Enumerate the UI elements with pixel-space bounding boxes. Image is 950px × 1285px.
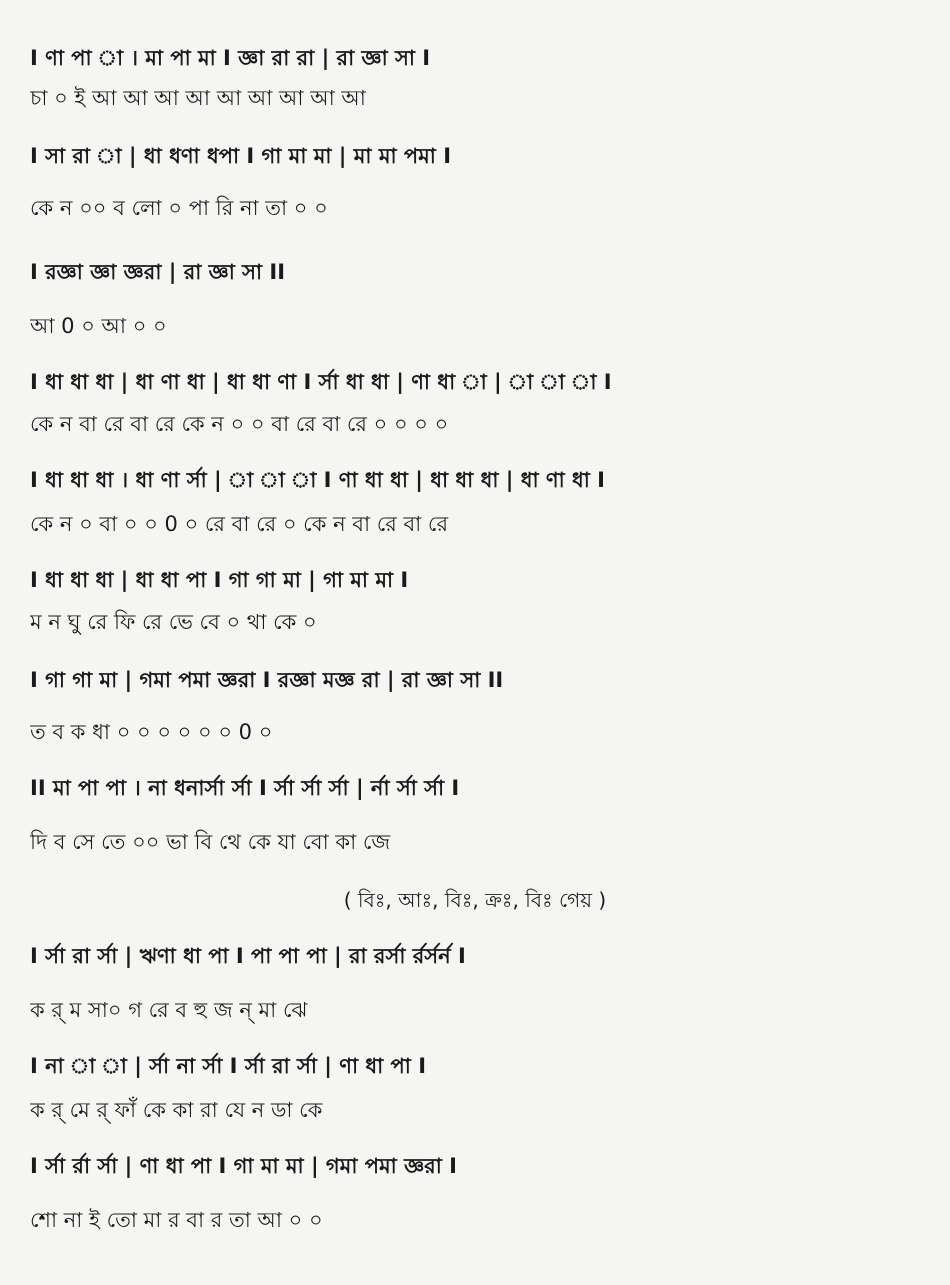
lyric-line-10: ক র্ মে র্ ফাঁ কে কা রা যে ন ডা কে [30,1098,323,1122]
lyric-line-9: ক র্ ম সা০ গ রে ব হু জ ন্ মা ঝে [30,998,308,1022]
notation-line-6: I ধা ধা ধা | ধা ধা পা I গা গা মা | গা মা মা I [30,568,409,592]
notation-line-9: I র্সা রা র্সা | ঋণা ধা পা I পা পা পা | রা রর্সা র্রর্সর্ন I [30,944,466,968]
notation-line-5: I ধা ধা ধা । ধা ণা র্সা | া া া I ণা ধা ধা | ধা ধা ধা | ধা ণা ধা I [30,468,605,492]
notation-line-11: I র্সা র্রা র্সা | ণা ধা পা I গা মা মা | গমা পমা জ্ঞরা I [30,1154,457,1178]
lyric-line-6: ম ন ঘু রে ফি রে ভে বে ০ থা কে ০ [30,610,317,634]
notation-line-3: I রজ্ঞা জ্ঞা জ্ঞরা | রা জ্ঞা সা II [30,260,286,284]
notation-line-7: I গা গা মা | গমা পমা জ্ঞরা I রজ্ঞা মজ্ঞ রা | রা জ্ঞা সা II [30,668,504,692]
lyric-line-3: আ 0 ০ আ ০ ০ [30,314,167,338]
notation-line-4: I ধা ধা ধা | ধা ণা ধা | ধা ধা ণা I র্সা ধা ধা | ণা ধা া | া া া I [30,370,612,394]
lyric-line-2: কে ন ০০ ব লো ০ পা রি না তা ০ ০ [30,196,328,220]
lyric-line-8: দি ব সে তে ০০ ভা বি থে কে যা বো কা জে [30,830,391,854]
lyric-line-11: শো না ই তো মা র বা র তা আ ০ ০ [30,1208,323,1232]
notation-line-8: II মা পা পা । না ধনার্সা র্সা I র্সা র্সা র্সা | র্না র্সা র্সা I [30,776,460,800]
lyric-line-5: কে ন ০ বা ০ ০ 0 ০ রে বা রে ০ কে ন বা রে বা রে [30,512,449,536]
lyric-line-4: কে ন বা রে বা রে কে ন ০ ০ বা রে বা রে ০ ০ ০ ০ [30,412,449,436]
lyric-line-1: চা ০ ই আ আ আ আ আ আ আ আ আ [30,86,366,110]
notation-line-1: I ণা পা া । মা পা মা I জ্ঞা রা রা | রা জ্ঞা সা I [30,46,431,70]
performance-direction: ( বিঃ, আঃ, বিঃ, ক্রঃ, বিঃ গেয় ) [343,888,607,912]
notation-line-10: I না া া | র্সা না র্সা I র্সা রা র্সা | ণা ধা পা I [30,1054,427,1078]
notation-line-2: I সা রা া | ধা ধণা ধপা I গা মা মা | মা মা পমা I [30,144,452,168]
lyric-line-7: ত ব ক ধা ০ ০ ০ ০ ০ ০ 0 ০ [30,720,273,744]
